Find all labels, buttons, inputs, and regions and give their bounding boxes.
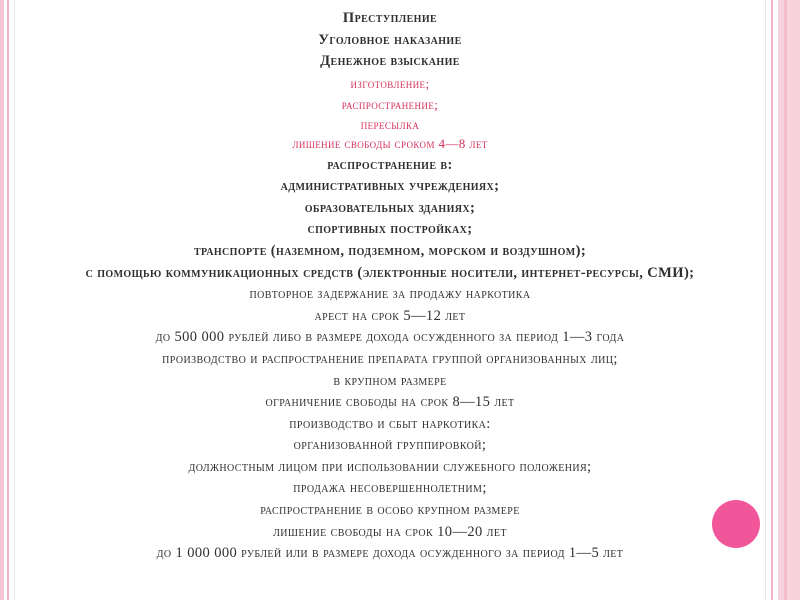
text-line: изготовление; [350,75,430,91]
text-line: транспорте (наземном, подземном, морском и воздушном); [193,242,587,259]
text-line: производство и сбыт наркотика: [289,415,491,432]
text-line: Денежное взыскание [320,53,460,70]
right-stripe-inner [771,0,773,600]
text-line: лишение свободы на срок 10—20 лет [273,523,507,540]
right-stripe-outer [778,0,800,600]
text-line: в крупном размере [333,372,447,389]
right-stripe-accent [784,0,787,600]
left-stripe-inner [7,0,9,600]
text-line: распространение в особо крупном размере [260,502,520,519]
text-line: с помощью коммуникационных средств (электронные носители, интернет-ресурсы, СМИ); [85,264,695,281]
text-line: распространение; [341,97,439,113]
left-stripe-outer [0,0,4,600]
text-line: Преступление [342,10,438,26]
text-line: до 1 000 000 рублей или в размере дохода осужденного за период 1—5 лет [156,545,624,562]
pink-circle-decoration [712,500,760,548]
text-line: административных учреждениях; [280,178,500,195]
text-line: Уголовное наказание [318,31,462,48]
text-line: спортивных постройках; [307,221,473,238]
text-line: производство и распространение препарата группой организованных лиц; [162,350,618,367]
text-line: повторное задержание за продажу наркотика [249,286,531,303]
text-line: лишение свободы сроком 4—8 лет [292,135,488,151]
text-line: организованной группировкой; [293,437,487,454]
text-line: образовательных зданиях; [304,199,476,216]
text-line: распространение в: [327,156,453,173]
text-line: ограничение свободы на срок 8—15 лет [265,394,515,411]
text-line: продажа несовершеннолетним; [293,480,487,497]
text-line: арест на срок 5—12 лет [314,307,466,324]
slide-text-block [20,8,760,565]
text-line: до 500 000 рублей либо в размере дохода осужденного за период 1—3 года [155,329,625,346]
text-line: пересылка [360,116,420,132]
text-line: должностным лицом при использовании служебного положения; [188,458,592,475]
